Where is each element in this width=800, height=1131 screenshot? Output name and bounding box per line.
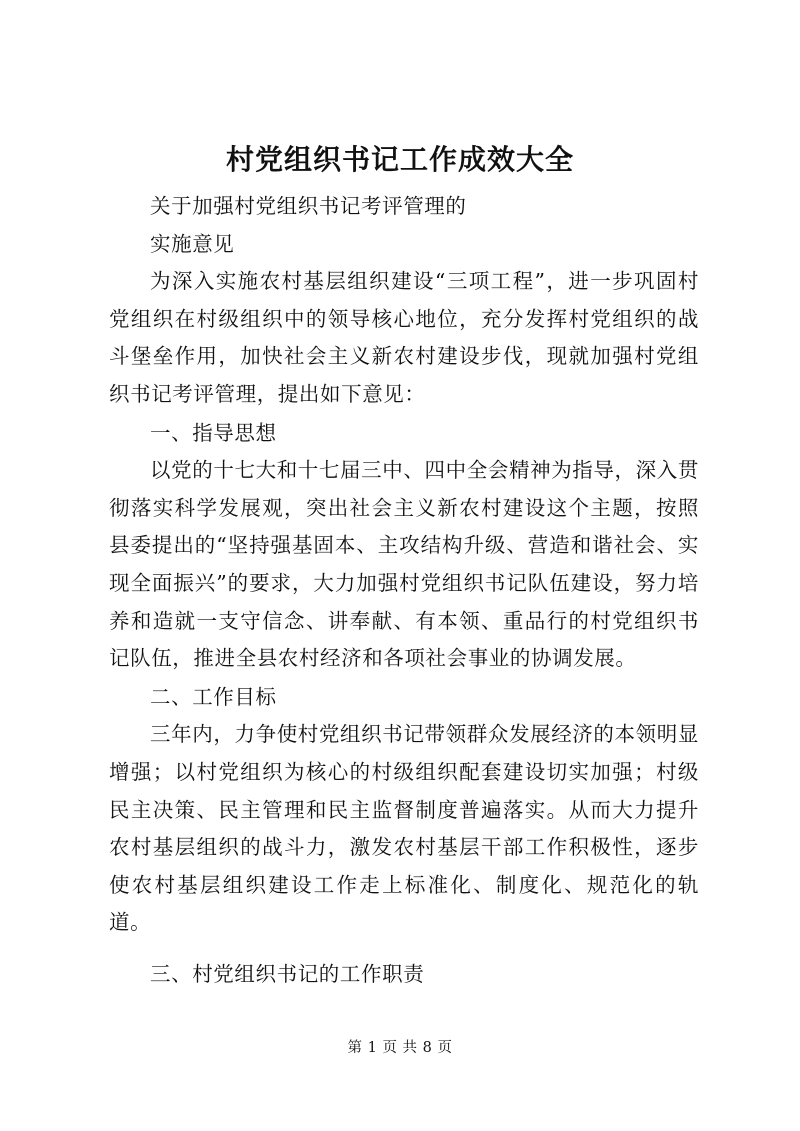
page-footer: 第 1 页 共 8 页 xyxy=(347,1040,453,1056)
paragraph-work-goals: 三年内，力争使村党组织书记带领群众发展经济的本领明显增强；以村党组织为核心的村级组织配套建设切实加强；村级民主决策、民主管理和民主监督制度普遍落实。从而大力提升农村基层组织的战斗力，激发农村基层干部工作积极性，逐步使农村基层组织建设工作走上标准化、制度化、规范化的轨道。 xyxy=(109,722,699,935)
section-heading-guiding-ideology: 一、指导思想 xyxy=(150,420,277,445)
section-heading-duties: 三、村党组织书记的工作职责 xyxy=(150,961,425,986)
paragraph-guiding-ideology: 以党的十七大和十七届三中、四中全会精神为指导，深入贯彻落实科学发展观，突出社会主义新农村建设这个主题，按照县委提出的“坚持强基固本、主攻结构升级、营造和谐社会、实现全面振兴”的要求，大力加强村党组织书记队伍建设，努力培养和造就一支守信念、讲奉献、有本领、重品行的村党组织书记队伍，推进全县农村经济和各项社会事业的协调发展。 xyxy=(109,458,699,671)
document-title: 村党组织书记工作成效大全 xyxy=(225,143,574,176)
document-body xyxy=(109,188,699,993)
paragraph-subtitle-line-2: 实施意见 xyxy=(150,231,235,256)
paragraph-subtitle-line-1: 关于加强村党组织书记考评管理的 xyxy=(150,194,467,218)
section-heading-work-goals: 二、工作目标 xyxy=(150,684,277,709)
paragraph-intro: 为深入实施农村基层组织建设“三项工程”，进一步巩固村党组织在村级组织中的领导核心地位，充分发挥村党组织的战斗堡垒作用，加快社会主义新农村建设步伐，现就加强村党组织书记考评管理，提出如下意见： xyxy=(109,269,699,406)
